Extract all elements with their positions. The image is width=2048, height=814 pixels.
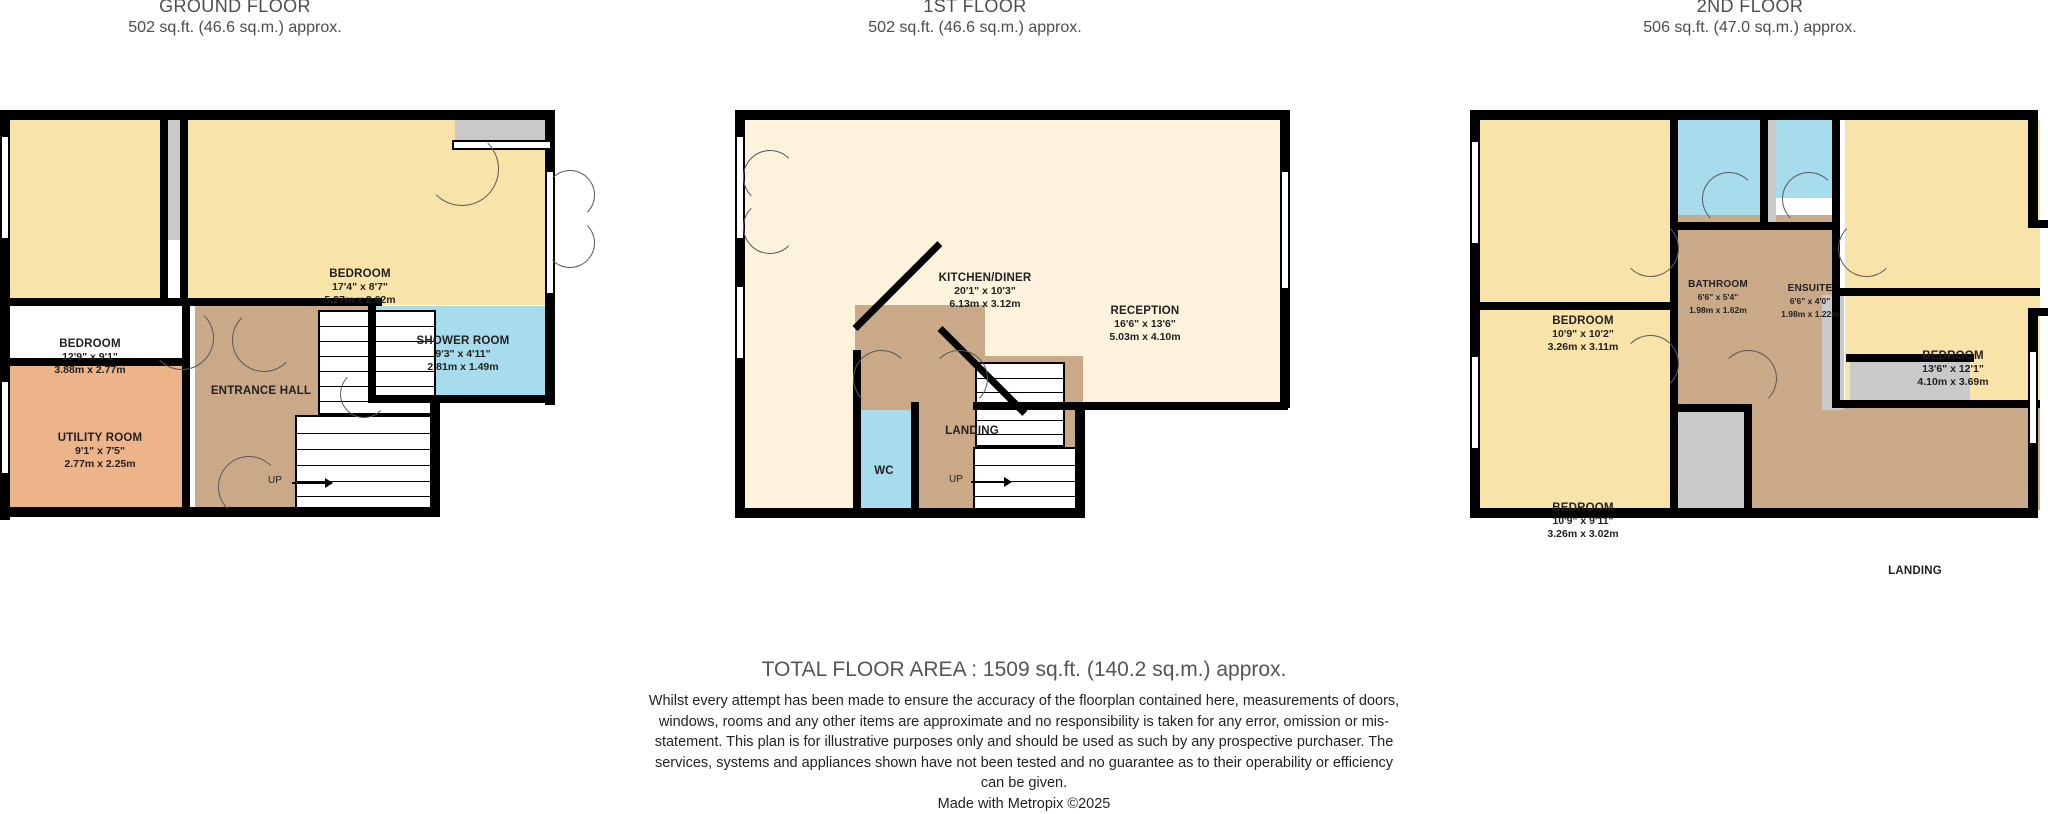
stairs-lower-first <box>973 447 1078 510</box>
room-label-utility-room: UTILITY ROOM 9'1" x 7'5" 2.77m x 2.25m <box>57 432 143 470</box>
stairs-up-arrow-first <box>971 481 1011 483</box>
stairs-lower-ground <box>295 415 435 510</box>
window-ground-left <box>0 135 10 240</box>
wall-ground-right-lower <box>430 402 440 517</box>
door-arc-hall-1 <box>232 308 296 372</box>
floor-area-first: 502 sq.ft. (46.6 sq.m.) approx. <box>868 19 1082 36</box>
floor-title-second: 2ND FLOOR <box>1696 0 1804 16</box>
door-arc-bedroom-2f-3 <box>1838 220 1895 277</box>
plan-second-floor <box>1470 110 2048 577</box>
wall-ground-bed-divider <box>160 110 168 305</box>
credit-text: Made with Metropix ©2025 <box>937 795 1111 812</box>
wall-ground-mid-bottom <box>370 395 550 403</box>
window-first-right <box>1280 170 1290 290</box>
door-arc-external-upper <box>545 170 595 220</box>
door-arc-bathroom <box>1702 172 1756 226</box>
door-arc-kitchen-upper <box>743 150 797 204</box>
room-fill-landing-second-2 <box>1800 400 2040 510</box>
door-arc-ensuite <box>1782 172 1836 226</box>
window-second-left-lower <box>1470 355 1480 450</box>
wall-second-right-upper <box>2028 110 2038 220</box>
floor-header-second <box>1540 0 1960 38</box>
window-second-left-upper <box>1470 140 1480 245</box>
footer <box>0 655 2048 814</box>
wall-first-right-lower <box>1075 402 1085 518</box>
wall-second-step-top <box>2028 220 2048 228</box>
room-label-reception: RECEPTION 16'6" x 13'6" 5.03m x 4.10m <box>1109 305 1181 343</box>
room-label-landing-second: LANDING <box>1888 565 1942 577</box>
plan-ground-floor <box>0 110 570 540</box>
door-arc-wc <box>853 350 910 407</box>
room-label-entrance-hall: ENTRANCE HALL <box>210 385 312 397</box>
door-arc-utility <box>218 456 280 518</box>
stairs-up-arrow-ground <box>292 482 332 484</box>
stairs-up-label-ground: UP <box>268 475 282 486</box>
wall-first-wc-left <box>853 402 861 510</box>
cupboard-second-left <box>1678 410 1748 508</box>
wall-ground-bed-divider-2 <box>180 110 188 305</box>
room-label-landing-first: LANDING <box>945 425 999 437</box>
wall-second-h6 <box>1832 400 2040 408</box>
room-label-ensuite: ENSUITE 6'6" x 4'0" 1.98m x 1.22m <box>1781 283 1839 319</box>
room-fill-bedroom-2f-1 <box>1478 120 1678 305</box>
window-first-left-lower <box>735 285 745 360</box>
wall-second-v5 <box>1744 404 1752 510</box>
wall-second-h1 <box>1478 302 1678 310</box>
door-arc-shower <box>340 370 388 418</box>
door-arc-kitchen-lower <box>743 200 797 254</box>
room-label-bedroom-front: BEDROOM 12'9" x 9'1" 3.88m x 2.77m <box>54 338 126 376</box>
floor-area-second: 506 sq.ft. (47.0 sq.m.) approx. <box>1643 19 1857 36</box>
wall-first-bottom <box>735 508 1085 518</box>
wall-ground-bottom-right <box>185 507 440 517</box>
wall-second-h3 <box>1832 288 2040 296</box>
wall-second-v3 <box>1832 110 1840 230</box>
wall-second-top <box>1470 110 2038 120</box>
room-label-shower-room: SHOWER ROOM 9'3" x 4'11" 2.81m x 1.49m <box>416 335 510 373</box>
wall-second-v2 <box>1760 110 1768 230</box>
wall-first-top <box>735 110 1290 120</box>
floor-area-ground: 502 sq.ft. (46.6 sq.m.) approx. <box>128 19 342 36</box>
floor-title-ground: GROUND FLOOR <box>159 0 311 16</box>
door-arc-bedroom-rear <box>425 132 499 206</box>
floor-header-first <box>765 0 1185 38</box>
total-floor-area: TOTAL FLOOR AREA : 1509 sq.ft. (140.2 sq.m.) approx. <box>761 658 1287 681</box>
window-second-right-lower <box>2028 350 2038 445</box>
room-label-bedroom-2f-3: BEDROOM 13'6" x 12'1" 4.10m x 3.69m <box>1917 350 1989 388</box>
room-label-bedroom-rear: BEDROOM 17'4" x 8'7" 5.27m x 2.62m <box>324 268 396 306</box>
window-ground-left-lower <box>0 380 10 475</box>
room-label-bathroom: BATHROOM 6'6" x 5'4" 1.98m x 1.62m <box>1688 279 1748 315</box>
door-arc-external-lower <box>545 218 595 268</box>
door-arc-landing-first <box>931 350 988 407</box>
room-label-bedroom-2f-1: BEDROOM 10'9" x 10'2" 3.26m x 3.11m <box>1547 315 1619 353</box>
room-label-wc: WC <box>874 465 894 477</box>
door-arc-cupboard-second <box>1720 350 1777 407</box>
wall-ground-utility-top <box>8 298 188 306</box>
stairs-up-label-first: UP <box>949 474 963 485</box>
room-fill-bedroom-front <box>8 120 168 305</box>
room-fill-wc <box>857 410 915 510</box>
door-arc-bedroom-front <box>150 306 214 370</box>
wall-ground-bottom-left <box>0 507 185 517</box>
room-label-bedroom-2f-2: BEDROOM 10'9" x 9'11" 3.26m x 3.02m <box>1547 502 1619 540</box>
floor-header-ground <box>25 0 445 38</box>
wall-first-wc-right <box>911 402 919 510</box>
room-label-kitchen-diner: KITCHEN/DINER 20'1" x 10'3" 6.13m x 3.12m <box>938 272 1032 310</box>
door-arc-bedroom-2f-1 <box>1622 220 1679 277</box>
wall-ground-top <box>0 110 555 120</box>
floor-title-first: 1ST FLOOR <box>923 0 1027 16</box>
plan-first-floor <box>735 110 1295 540</box>
disclaimer-text: Whilst every attempt has been made to ensure the accuracy of the floorplan contained here, measurements of doors, windows, rooms and any other items are approximate and no responsibility is taken for any error, omission or mis-statement. This plan is for illustrative purposes only and should be used as such by any prospective purchaser. The services, systems and appliances shown have not been tested and no guarantee as to their operability or efficiency can be given. <box>648 693 1400 791</box>
